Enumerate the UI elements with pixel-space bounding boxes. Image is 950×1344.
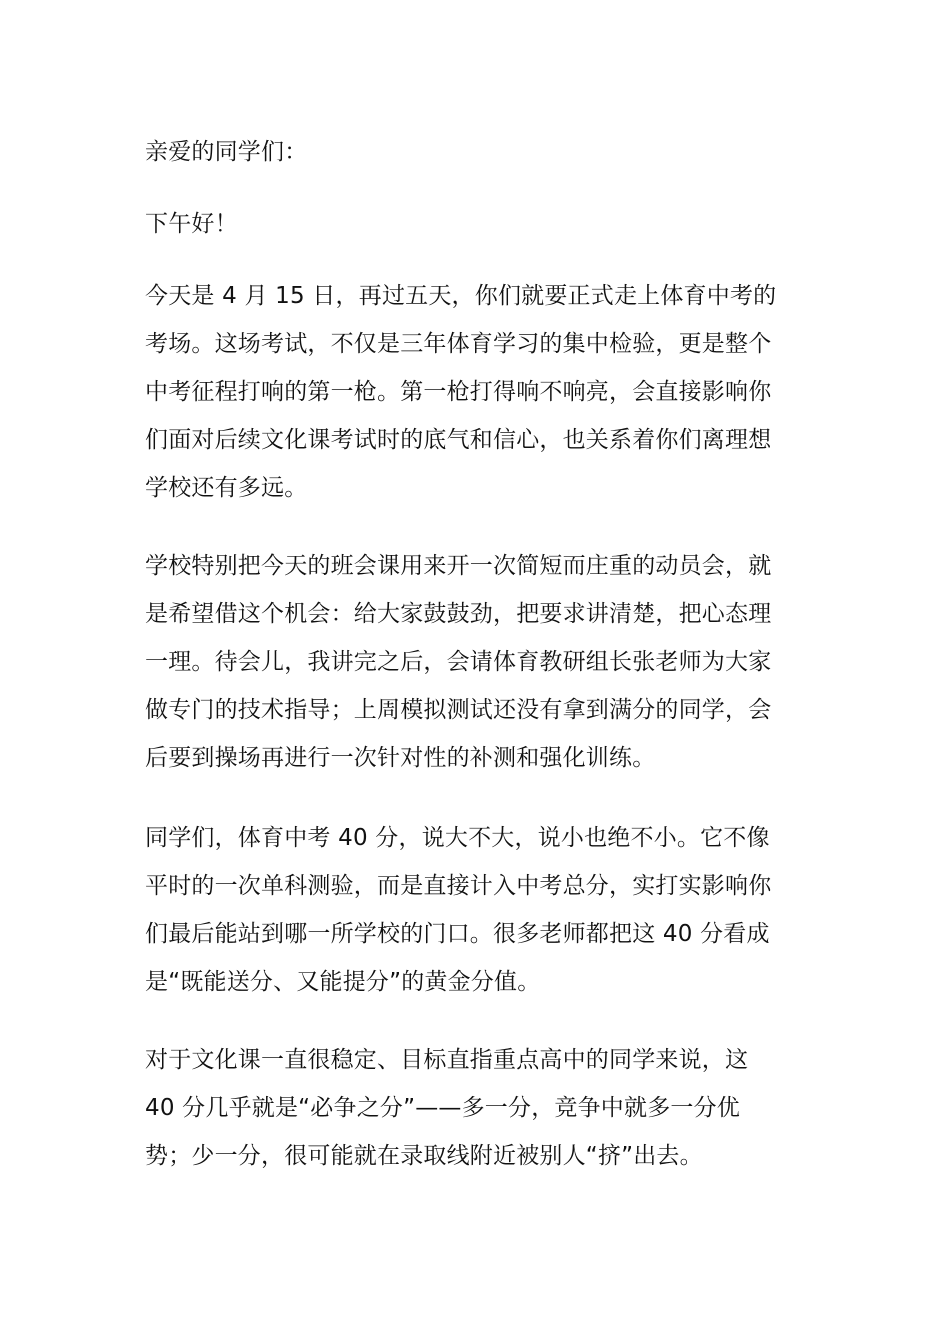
paragraph-line: 今天是 4 月 15 日，再过五天，你们就要正式走上体育中考的 — [145, 283, 777, 309]
salutation — [145, 128, 805, 176]
paragraph-line: 学校特别把今天的班会课用来开一次简短而庄重的动员会，就 — [145, 553, 772, 579]
paragraph-2 — [145, 542, 805, 782]
paragraph-3 — [145, 814, 805, 1006]
paragraph-line: 一理。待会儿，我讲完之后，会请体育教研组长张老师为大家 — [145, 649, 772, 675]
paragraph-line: 40 分几乎就是“必争之分”——多一分，竞争中就多一分优 — [145, 1095, 741, 1121]
paragraph-4 — [145, 1036, 805, 1180]
paragraph-line: 学校还有多远。 — [145, 475, 308, 501]
paragraph-line: 们面对后续文化课考试时的底气和信心，也关系着你们离理想 — [145, 427, 772, 453]
greeting — [145, 200, 805, 248]
paragraph-line: 考场。这场考试，不仅是三年体育学习的集中检验，更是整个 — [145, 331, 772, 357]
paragraph-line: 是“既能送分、又能提分”的黄金分值。 — [145, 969, 541, 995]
paragraph-line: 是希望借这个机会：给大家鼓鼓劲，把要求讲清楚，把心态理 — [145, 601, 772, 627]
paragraph-1 — [145, 272, 805, 512]
greeting-text: 下午好！ — [145, 211, 238, 237]
paragraph-line: 平时的一次单科测验，而是直接计入中考总分，实打实影响你 — [145, 873, 772, 899]
paragraph-line: 中考征程打响的第一枪。第一枪打得响不响亮，会直接影响你 — [145, 379, 772, 405]
paragraph-line: 势；少一分，很可能就在录取线附近被别人“挤”出去。 — [145, 1143, 703, 1169]
paragraph-line: 们最后能站到哪一所学校的门口。很多老师都把这 40 分看成 — [145, 921, 770, 947]
paragraph-line: 做专门的技术指导；上周模拟测试还没有拿到满分的同学，会 — [145, 697, 772, 723]
paragraph-line: 对于文化课一直很稳定、目标直指重点高中的同学来说，这 — [145, 1047, 749, 1073]
paragraph-line: 同学们，体育中考 40 分，说大不大，说小也绝不小。它不像 — [145, 825, 770, 851]
salutation-text: 亲爱的同学们： — [145, 139, 308, 165]
paragraph-line: 后要到操场再进行一次针对性的补测和强化训练。 — [145, 745, 656, 771]
